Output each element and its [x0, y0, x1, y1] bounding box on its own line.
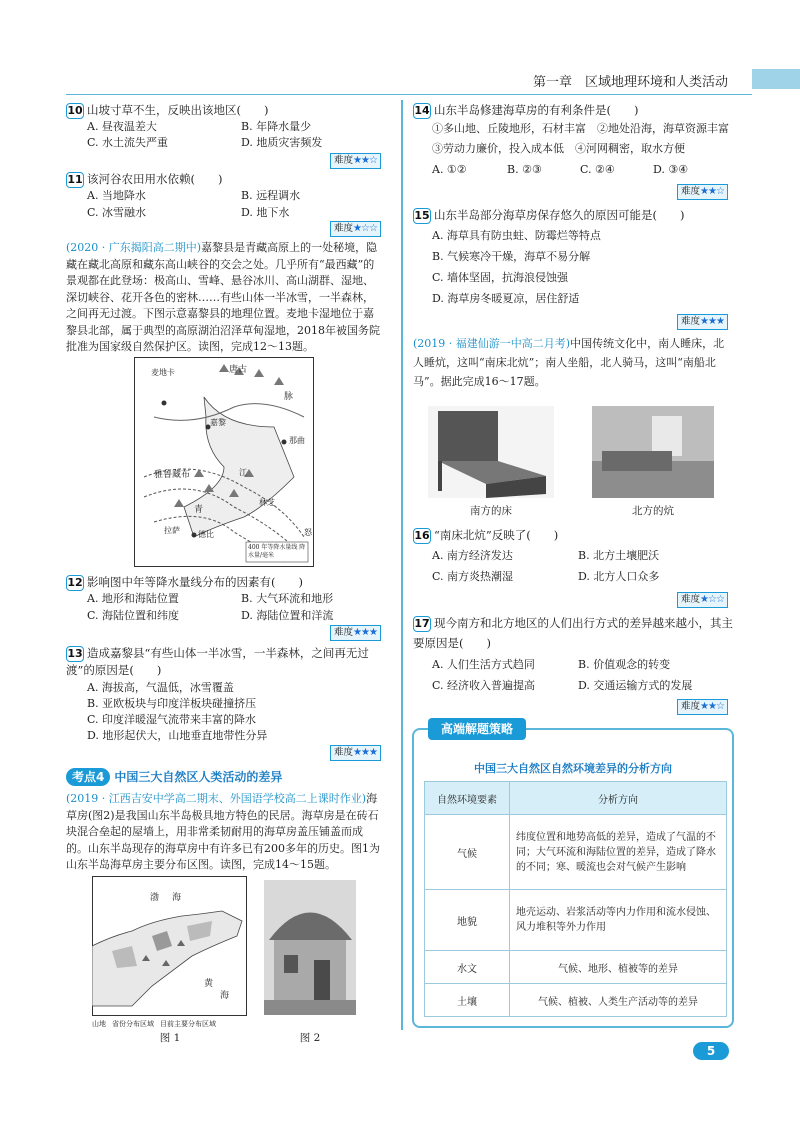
strategy-title: 中国三大自然区自然环境差异的分析方向 — [474, 762, 672, 775]
question-number: 12 — [67, 576, 83, 589]
map-label: 雅鲁藏布 — [154, 470, 191, 480]
legend-item: 省份分布区域 — [112, 1020, 154, 1028]
map-legend: 400 年等降水量线 降水量/毫米 — [248, 544, 306, 559]
difficulty-label: 难度 — [334, 747, 354, 758]
topic-title: 中国三大自然区人类活动的差异 — [114, 770, 283, 784]
option: C. 南方炎热潮湿 — [432, 570, 514, 583]
page-number: 5 — [693, 1042, 729, 1060]
question-text: 现今南方和北方地区的人们出行方式的差异越来越小，其主要原因是( ) — [413, 616, 733, 650]
option: B. 大气环流和地形 — [241, 592, 334, 605]
map-label: 麦地卡 — [151, 368, 175, 377]
column-header: 自然环境要素 — [425, 782, 510, 815]
difficulty-label: 难度 — [334, 627, 354, 638]
bed-image — [428, 406, 554, 498]
difficulty-badge — [330, 153, 381, 169]
topic-heading — [66, 768, 282, 788]
question-16 — [413, 527, 558, 544]
kang-image — [592, 406, 714, 498]
question-15 — [413, 207, 684, 224]
question-text: 该河谷农田用水依赖( ) — [87, 172, 223, 186]
question-text: 山东半岛部分海草房保存悠久的原因可能是( ) — [434, 208, 685, 222]
chapter-title: 第一章 区域地理环境和人类活动 — [532, 75, 728, 90]
reading-passage — [66, 240, 384, 356]
passage-source: (2019 · 福建仙游一中高二月考) — [413, 337, 571, 350]
question-number: 16 — [414, 529, 430, 542]
option: D. 北方人口众多 — [578, 570, 660, 583]
reading-passage — [66, 791, 384, 874]
table-row — [425, 815, 727, 890]
question-number: 10 — [67, 104, 83, 117]
statement: ③劳动力廉价，投入成本低 ④河网稠密，取水方便 — [432, 142, 685, 155]
difficulty-badge — [677, 314, 728, 330]
northern-kang-photo — [592, 406, 714, 498]
header-tab — [752, 69, 800, 89]
strategy-table — [424, 781, 727, 1017]
passage-text: 嘉黎县是青藏高原上的一处秘境，隐藏在藏北高原和藏东高山峡谷的交会之处。几乎所有“最西藏”的景观都在此登场：极高山、雪峰、悬谷冰川、高山湖群、湿地、深切峡谷、花开各色的密林……有些山体一半冰雪，一半森林，之间再无过渡。下图示意嘉黎县的地理位置。麦地卡湿地位于嘉黎县北部，属于典型的高原湖泊沼泽草甸湿地，2018年被国务院批准为国家级自然保护区。读图，完成12～13题。 — [66, 241, 380, 353]
option: C. 水土流失严重 — [87, 136, 169, 149]
column-divider — [401, 100, 403, 1030]
passage-source: (2020 · 广东揭阳高二期中) — [66, 241, 202, 254]
difficulty-stars: ★★★ — [353, 747, 377, 758]
question-14 — [413, 102, 638, 119]
column-header: 分析方向 — [510, 782, 727, 815]
figure-caption: 图 1 — [159, 1032, 181, 1044]
question-text: 造成嘉黎县“有些山体一半冰雪，一半森林，之间再无过渡”的原因是( ) — [66, 646, 369, 677]
option: B. 远程调水 — [241, 189, 301, 202]
option: A. 海草具有防虫蛀、防霉烂等特点 — [432, 229, 601, 242]
option: B. ②③ — [507, 163, 542, 176]
difficulty-stars: ★★★ — [700, 316, 724, 327]
southern-bed-photo — [428, 406, 554, 498]
difficulty-label: 难度 — [681, 186, 701, 197]
option: B. 气候寒冷干燥，海草不易分解 — [432, 250, 591, 263]
option: D. 海草房冬暖夏凉，居住舒适 — [432, 292, 580, 305]
factor-cell: 土壤 — [425, 984, 510, 1017]
option: C. 海陆位置和纬度 — [87, 609, 180, 622]
shandong-map — [92, 876, 247, 1016]
option: D. 地形起伏大，山地垂直地带性分异 — [87, 729, 268, 742]
factor-cell: 水文 — [425, 951, 510, 984]
option: A. 昼夜温差大 — [87, 120, 157, 133]
seaweed-house-image — [264, 880, 356, 1015]
map-label: 嘉黎 — [210, 418, 226, 427]
map-label: 渤 — [150, 893, 160, 903]
option: C. 经济收入普遍提高 — [432, 679, 536, 692]
option: B. 北方土壤肥沃 — [578, 549, 660, 562]
passage-source: (2019 · 江西吉安中学高二期末、外国语学校高二上课时作业) — [66, 792, 367, 805]
map-label: 海 — [220, 991, 230, 1001]
option: C. 墙体坚固，抗海浪侵蚀强 — [432, 271, 569, 284]
topic-tag: 考点4 — [66, 768, 110, 786]
option: C. 冰雪融水 — [87, 206, 147, 219]
difficulty-badge — [677, 699, 728, 715]
question-number: 14 — [414, 104, 430, 117]
map-label: 青 — [194, 505, 204, 515]
table-row — [425, 890, 727, 951]
difficulty-badge — [330, 221, 381, 237]
factor-cell: 地貌 — [425, 890, 510, 951]
option: A. 海拔高，气温低，冰雪覆盖 — [87, 681, 234, 694]
question-number: 17 — [414, 617, 430, 630]
difficulty-badge — [677, 592, 728, 608]
difficulty-stars: ★★★ — [353, 627, 377, 638]
option: D. ③④ — [653, 163, 689, 176]
option: D. 交通运输方式的发展 — [578, 679, 693, 692]
map-label: 脉 — [284, 392, 294, 402]
direction-cell: 气候、地形、植被等的差异 — [510, 951, 727, 984]
question-text: 山坡寸草不生，反映出该地区( ) — [87, 103, 269, 117]
question-10 — [66, 102, 268, 119]
question-text: 影响图中年等降水量线分布的因素有( ) — [87, 575, 303, 589]
table-row — [425, 984, 727, 1017]
option: A. 当地降水 — [87, 189, 146, 202]
option: D. 地下水 — [241, 206, 290, 219]
map-label: 林芝 — [259, 498, 275, 507]
map-label: 德比 — [198, 530, 214, 539]
seaweed-house-photo — [264, 880, 356, 1015]
option: C. 印度洋暖湿气流带来丰富的降水 — [87, 713, 257, 726]
table-row — [425, 951, 727, 984]
option: A. 南方经济发达 — [432, 549, 513, 562]
direction-cell: 纬度位置和地势高低的差异，造成了气温的不同；大气环流和海陆位置的差异，造成了降水的不同；寒、暖流也会对气候产生影响 — [510, 815, 727, 890]
photo-caption: 南方的床 — [470, 505, 512, 517]
map-label: 拉萨 — [164, 526, 180, 535]
figure-caption: 图 2 — [299, 1032, 321, 1044]
difficulty-stars: ★★☆ — [353, 155, 377, 166]
option: C. ②④ — [580, 163, 615, 176]
map-legend — [92, 1019, 216, 1029]
map-label: 怒 — [304, 528, 312, 537]
difficulty-stars: ★☆☆ — [353, 223, 377, 234]
difficulty-badge — [677, 184, 728, 200]
question-13 — [66, 645, 386, 678]
map-label: 唐古 — [229, 365, 248, 375]
difficulty-label: 难度 — [334, 223, 354, 234]
direction-cell: 地壳运动、岩浆活动等内力作用和流水侵蚀、风力堆积等外力作用 — [510, 890, 727, 951]
difficulty-label: 难度 — [681, 594, 701, 605]
header-rule — [66, 94, 752, 95]
question-text: 山东半岛修建海草房的有利条件是( ) — [434, 103, 639, 117]
question-number: 11 — [67, 173, 83, 186]
question-number: 15 — [414, 209, 430, 222]
jiali-map — [134, 357, 314, 567]
map-label: 那曲 — [289, 436, 305, 445]
option: B. 年降水量少 — [241, 120, 312, 133]
legend-item: 目前主要分布区域 — [160, 1020, 216, 1028]
statement: ①多山地、丘陵地形，石材丰富 ②地处沿海，海草资源丰富 — [432, 122, 729, 135]
legend-item: 山地 — [92, 1020, 106, 1028]
reading-passage — [413, 334, 733, 391]
difficulty-stars: ★★☆ — [700, 186, 724, 197]
option: A. 人们生活方式趋同 — [432, 658, 535, 671]
question-11 — [66, 171, 222, 188]
option: B. 亚欧板块与印度洋板块碰撞挤压 — [87, 697, 257, 710]
passage-text: 海草房(图2)是我国山东半岛极具地方特色的民居。海草房是在砖石块混合垒起的屋墙上，用非常柔韧耐用的海草房盖压铺盖而成的。山东半岛现存的海草房中有许多已有200多年的历史。图1为山东半岛海草房主要分布区图。读图，完成14～15题。 — [66, 792, 380, 871]
option: D. 地质灾害频发 — [241, 136, 323, 149]
passage-text: 中国传统文化中，南人睡床，北人睡炕，这叫“南床北炕”；南人坐船，北人骑马，这叫“南船北马”。据此完成16～17题。 — [413, 337, 725, 388]
map-label: 江 — [239, 468, 247, 477]
option: D. 海陆位置和洋流 — [241, 609, 334, 622]
option: A. ①② — [432, 163, 467, 176]
photo-caption: 北方的炕 — [632, 505, 674, 517]
difficulty-badge — [330, 625, 381, 641]
difficulty-stars: ★☆☆ — [700, 594, 724, 605]
question-text: “南床北炕”反映了( ) — [434, 528, 559, 542]
difficulty-label: 难度 — [681, 701, 701, 712]
difficulty-badge — [330, 745, 381, 761]
question-17 — [413, 613, 733, 653]
option: B. 价值观念的转变 — [578, 658, 671, 671]
map-label: 黄 — [204, 979, 214, 989]
direction-cell: 气候、植被、人类生产活动等的差异 — [510, 984, 727, 1017]
factor-cell: 气候 — [425, 815, 510, 890]
option: A. 地形和海陆位置 — [87, 592, 179, 605]
strategy-tab: 高端解题策略 — [428, 718, 526, 740]
question-number: 13 — [67, 647, 83, 660]
difficulty-stars: ★★☆ — [700, 701, 724, 712]
difficulty-label: 难度 — [334, 155, 354, 166]
question-12 — [66, 574, 303, 591]
table-header-row — [425, 782, 727, 815]
map-label: 海 — [172, 893, 182, 903]
difficulty-label: 难度 — [681, 316, 701, 327]
